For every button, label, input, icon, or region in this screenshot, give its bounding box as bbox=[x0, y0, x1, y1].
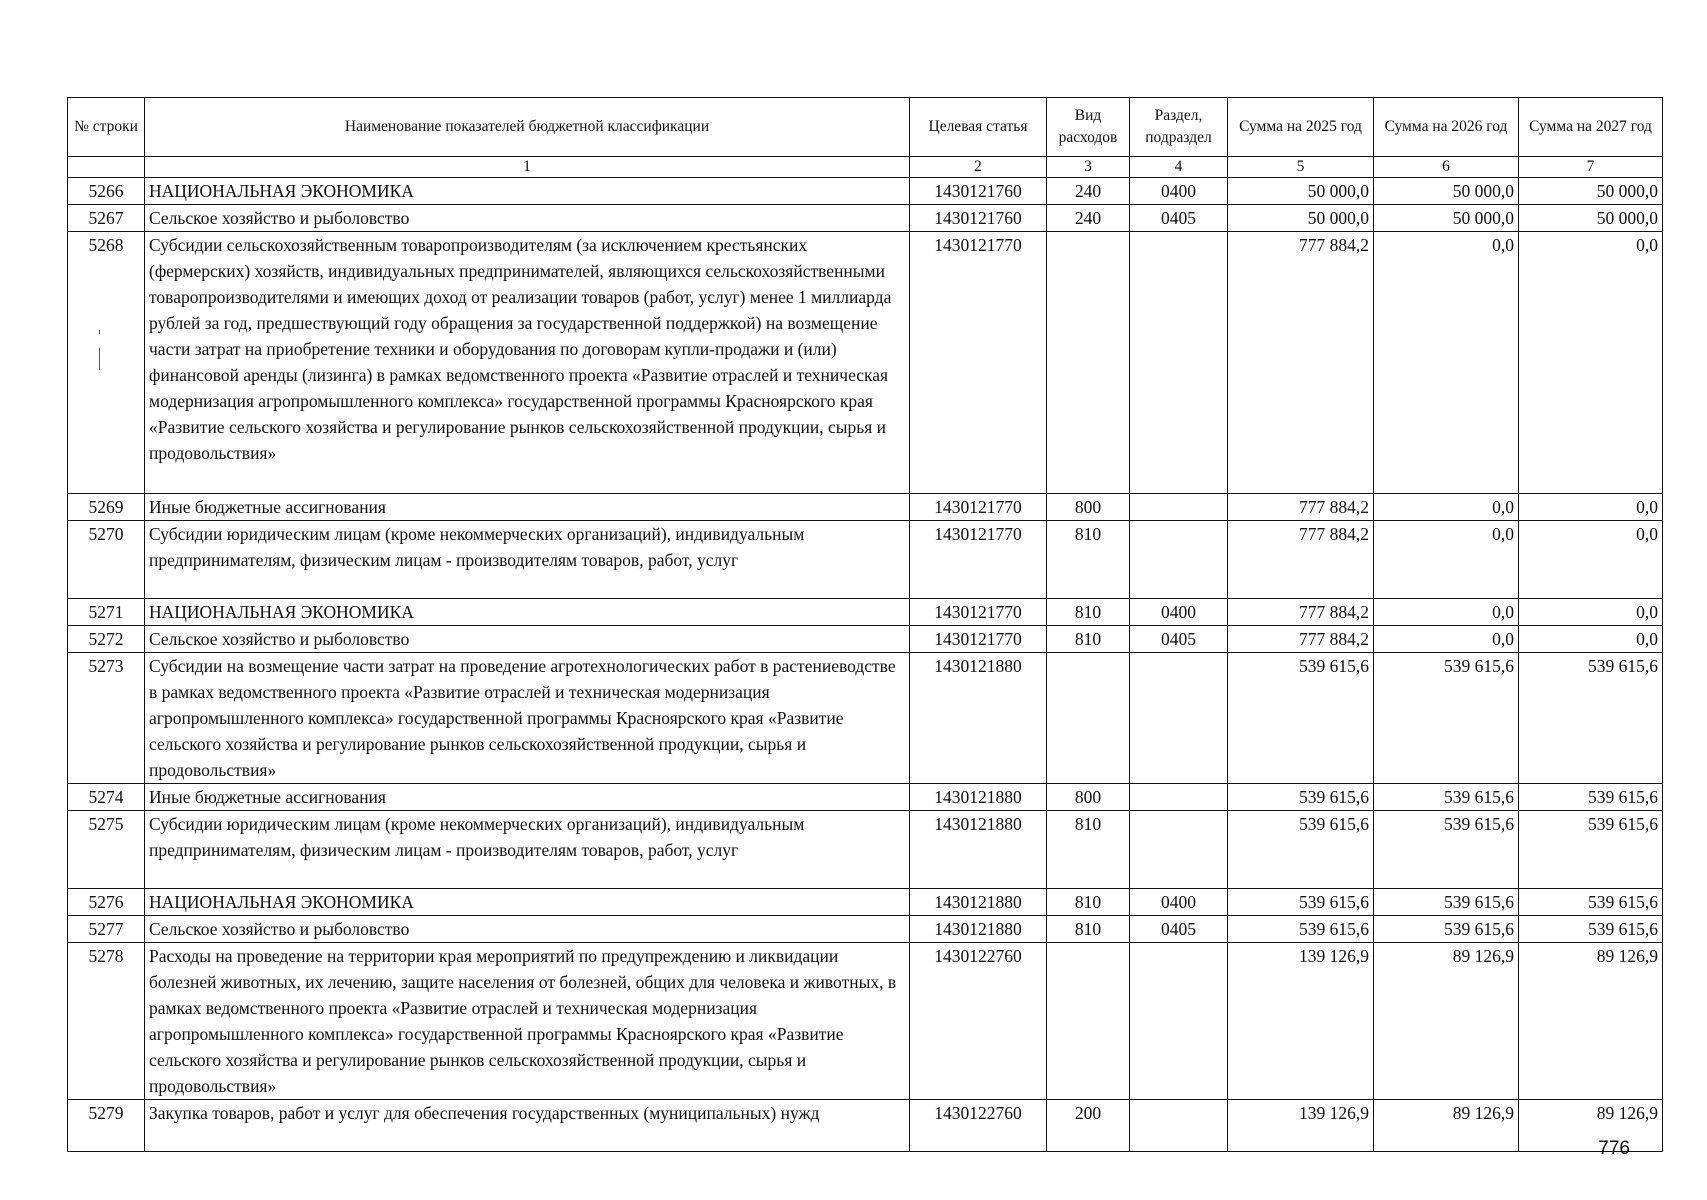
row-target-article: 1430121770 bbox=[910, 626, 1047, 653]
row-expense-type: 800 bbox=[1047, 494, 1130, 521]
row-expense-type: 810 bbox=[1047, 521, 1130, 599]
table-row bbox=[68, 599, 1663, 626]
row-section bbox=[1130, 494, 1228, 521]
row-number: 5276 bbox=[68, 889, 145, 916]
table-row bbox=[68, 178, 1663, 205]
row-sum-2026: 0,0 bbox=[1374, 232, 1519, 494]
table-row bbox=[68, 521, 1663, 599]
row-sum-2027: 0,0 bbox=[1519, 521, 1663, 599]
row-sum-2027: 0,0 bbox=[1519, 626, 1663, 653]
row-sum-2025: 777 884,2 bbox=[1228, 626, 1374, 653]
header-sum-2027: Сумма на 2027 год bbox=[1519, 98, 1663, 157]
row-sum-2027: 539 615,6 bbox=[1519, 653, 1663, 784]
row-section: 0405 bbox=[1130, 916, 1228, 943]
row-name: Субсидии сельскохозяйственным товаропроизводителям (за исключением крестьянских (фермерских) хозяйств, индивидуальных предпринимателей, являющихся сельскохозяйственными товаропроизводителями и имеющих доход от реализации товаров (работ, услуг) менее 1 миллиарда рублей за год, предшествующий году обращения за государственной поддержкой) на возмещение части затрат на приобретение техники и оборудования по договорам купли-продажи и (или) финансовой аренды (лизинга) в рамках ведомственного проекта «Развитие отраслей и техническая модернизация агропромышленного комплекса» государственной программы Красноярского края «Развитие сельского хозяйства и регулирование рынков сельскохозяйственной продукции, сырья и продовольствия» bbox=[145, 232, 910, 494]
table-row bbox=[68, 232, 1663, 494]
header-row-no: № строки bbox=[68, 98, 145, 157]
table-row bbox=[68, 889, 1663, 916]
row-name: Субсидии юридическим лицам (кроме некоммерческих организаций), индивидуальным предпринимателям, физическим лицам - производителям товаров, работ, услуг bbox=[145, 811, 910, 889]
scan-artifact bbox=[99, 330, 100, 334]
header-name: Наименование показателей бюджетной классификации bbox=[145, 98, 910, 157]
row-sum-2026: 89 126,9 bbox=[1374, 1100, 1519, 1152]
column-number: 1 bbox=[145, 157, 910, 178]
row-number: 5277 bbox=[68, 916, 145, 943]
row-number: 5270 bbox=[68, 521, 145, 599]
row-sum-2026: 539 615,6 bbox=[1374, 889, 1519, 916]
row-number: 5273 bbox=[68, 653, 145, 784]
column-number bbox=[68, 157, 145, 178]
table-row bbox=[68, 811, 1663, 889]
row-expense-type: 240 bbox=[1047, 178, 1130, 205]
page-number: 776 bbox=[1598, 1138, 1630, 1159]
column-number: 4 bbox=[1130, 157, 1228, 178]
row-name: Иные бюджетные ассигнования bbox=[145, 784, 910, 811]
column-number-row bbox=[68, 157, 1663, 178]
row-sum-2027: 50 000,0 bbox=[1519, 205, 1663, 232]
row-target-article: 1430121880 bbox=[910, 784, 1047, 811]
header-section: Раздел, подраздел bbox=[1130, 98, 1228, 157]
row-name: Сельское хозяйство и рыболовство bbox=[145, 916, 910, 943]
row-sum-2026: 0,0 bbox=[1374, 521, 1519, 599]
row-name: НАЦИОНАЛЬНАЯ ЭКОНОМИКА bbox=[145, 889, 910, 916]
row-sum-2027: 539 615,6 bbox=[1519, 889, 1663, 916]
row-sum-2025: 777 884,2 bbox=[1228, 494, 1374, 521]
row-name: Иные бюджетные ассигнования bbox=[145, 494, 910, 521]
row-sum-2027: 539 615,6 bbox=[1519, 916, 1663, 943]
row-number: 5275 bbox=[68, 811, 145, 889]
row-expense-type bbox=[1047, 653, 1130, 784]
row-sum-2026: 539 615,6 bbox=[1374, 916, 1519, 943]
row-sum-2026: 89 126,9 bbox=[1374, 943, 1519, 1100]
table-row bbox=[68, 494, 1663, 521]
column-number: 2 bbox=[910, 157, 1047, 178]
table-row bbox=[68, 626, 1663, 653]
table-row bbox=[68, 653, 1663, 784]
row-sum-2025: 777 884,2 bbox=[1228, 599, 1374, 626]
table-row bbox=[68, 943, 1663, 1100]
row-name: НАЦИОНАЛЬНАЯ ЭКОНОМИКА bbox=[145, 178, 910, 205]
column-number: 6 bbox=[1374, 157, 1519, 178]
row-target-article: 1430121880 bbox=[910, 916, 1047, 943]
row-number: 5266 bbox=[68, 178, 145, 205]
row-sum-2025: 50 000,0 bbox=[1228, 205, 1374, 232]
row-name: Субсидии на возмещение части затрат на проведение агротехнологических работ в растениеводстве в рамках ведомственного проекта «Развитие отраслей и техническая модернизация агропромышленного комплекса» государственной программы Красноярского края «Развитие сельского хозяйства и регулирование рынков сельскохозяйственной продукции, сырья и продовольствия» bbox=[145, 653, 910, 784]
row-sum-2027: 89 126,9 bbox=[1519, 1100, 1663, 1152]
row-target-article: 1430122760 bbox=[910, 943, 1047, 1100]
row-sum-2026: 0,0 bbox=[1374, 626, 1519, 653]
row-target-article: 1430121770 bbox=[910, 232, 1047, 494]
row-section: 0400 bbox=[1130, 178, 1228, 205]
row-sum-2025: 539 615,6 bbox=[1228, 916, 1374, 943]
row-name: НАЦИОНАЛЬНАЯ ЭКОНОМИКА bbox=[145, 599, 910, 626]
header-sum-2025: Сумма на 2025 год bbox=[1228, 98, 1374, 157]
row-target-article: 1430122760 bbox=[910, 1100, 1047, 1152]
row-target-article: 1430121880 bbox=[910, 653, 1047, 784]
column-number: 7 bbox=[1519, 157, 1663, 178]
row-target-article: 1430121760 bbox=[910, 178, 1047, 205]
row-number: 5278 bbox=[68, 943, 145, 1100]
row-sum-2025: 777 884,2 bbox=[1228, 232, 1374, 494]
row-expense-type: 810 bbox=[1047, 889, 1130, 916]
row-expense-type: 810 bbox=[1047, 599, 1130, 626]
row-name: Расходы на проведение на территории края мероприятий по предупреждению и ликвидации болезней животных, их лечению, защите населения от болезней, общих для человека и животных, в рамках ведомственного проекта «Развитие отраслей и техническая модернизация агропромышленного комплекса» государственной программы Красноярского края «Развитие сельского хозяйства и регулирование рынков сельскохозяйственной продукции, сырья и продовольствия» bbox=[145, 943, 910, 1100]
row-sum-2027: 0,0 bbox=[1519, 232, 1663, 494]
table-row bbox=[68, 205, 1663, 232]
row-sum-2025: 139 126,9 bbox=[1228, 943, 1374, 1100]
row-number: 5269 bbox=[68, 494, 145, 521]
row-expense-type: 810 bbox=[1047, 626, 1130, 653]
row-sum-2027: 0,0 bbox=[1519, 599, 1663, 626]
row-sum-2026: 0,0 bbox=[1374, 494, 1519, 521]
row-section bbox=[1130, 784, 1228, 811]
row-number: 5274 bbox=[68, 784, 145, 811]
row-number: 5279 bbox=[68, 1100, 145, 1152]
row-expense-type: 800 bbox=[1047, 784, 1130, 811]
row-name: Сельское хозяйство и рыболовство bbox=[145, 205, 910, 232]
header-sum-2026: Сумма на 2026 год bbox=[1374, 98, 1519, 157]
header-row bbox=[68, 98, 1663, 157]
row-section bbox=[1130, 521, 1228, 599]
row-number: 5272 bbox=[68, 626, 145, 653]
row-sum-2026: 539 615,6 bbox=[1374, 653, 1519, 784]
row-target-article: 1430121760 bbox=[910, 205, 1047, 232]
row-sum-2027: 50 000,0 bbox=[1519, 178, 1663, 205]
row-section bbox=[1130, 653, 1228, 784]
row-target-article: 1430121880 bbox=[910, 889, 1047, 916]
column-number: 5 bbox=[1228, 157, 1374, 178]
row-sum-2027: 0,0 bbox=[1519, 494, 1663, 521]
row-number: 5271 bbox=[68, 599, 145, 626]
row-section: 0405 bbox=[1130, 205, 1228, 232]
row-name: Сельское хозяйство и рыболовство bbox=[145, 626, 910, 653]
row-sum-2025: 539 615,6 bbox=[1228, 811, 1374, 889]
table-row bbox=[68, 1100, 1663, 1152]
row-expense-type bbox=[1047, 232, 1130, 494]
row-expense-type: 240 bbox=[1047, 205, 1130, 232]
row-expense-type: 810 bbox=[1047, 811, 1130, 889]
row-number: 5267 bbox=[68, 205, 145, 232]
row-expense-type: 200 bbox=[1047, 1100, 1130, 1152]
row-sum-2026: 50 000,0 bbox=[1374, 205, 1519, 232]
row-expense-type: 810 bbox=[1047, 916, 1130, 943]
row-section: 0405 bbox=[1130, 626, 1228, 653]
row-target-article: 1430121880 bbox=[910, 811, 1047, 889]
row-sum-2026: 539 615,6 bbox=[1374, 811, 1519, 889]
row-section: 0400 bbox=[1130, 599, 1228, 626]
row-target-article: 1430121770 bbox=[910, 494, 1047, 521]
column-number: 3 bbox=[1047, 157, 1130, 178]
row-name: Закупка товаров, работ и услуг для обеспечения государственных (муниципальных) нужд bbox=[145, 1100, 910, 1152]
row-sum-2025: 139 126,9 bbox=[1228, 1100, 1374, 1152]
row-sum-2025: 539 615,6 bbox=[1228, 653, 1374, 784]
row-sum-2027: 539 615,6 bbox=[1519, 811, 1663, 889]
header-expense-type: Вид расходов bbox=[1047, 98, 1130, 157]
row-target-article: 1430121770 bbox=[910, 599, 1047, 626]
row-sum-2025: 539 615,6 bbox=[1228, 784, 1374, 811]
header-target-article: Целевая статья bbox=[910, 98, 1047, 157]
row-section: 0400 bbox=[1130, 889, 1228, 916]
row-sum-2025: 50 000,0 bbox=[1228, 178, 1374, 205]
budget-table bbox=[67, 97, 1663, 1152]
table-row bbox=[68, 916, 1663, 943]
row-sum-2027: 89 126,9 bbox=[1519, 943, 1663, 1100]
row-section bbox=[1130, 232, 1228, 494]
row-name: Субсидии юридическим лицам (кроме некоммерческих организаций), индивидуальным предпринимателям, физическим лицам - производителям товаров, работ, услуг bbox=[145, 521, 910, 599]
row-expense-type bbox=[1047, 943, 1130, 1100]
scan-artifact bbox=[99, 348, 100, 370]
row-sum-2025: 539 615,6 bbox=[1228, 889, 1374, 916]
row-number: 5268 bbox=[68, 232, 145, 494]
row-sum-2027: 539 615,6 bbox=[1519, 784, 1663, 811]
row-section bbox=[1130, 811, 1228, 889]
row-target-article: 1430121770 bbox=[910, 521, 1047, 599]
row-sum-2026: 0,0 bbox=[1374, 599, 1519, 626]
row-sum-2026: 50 000,0 bbox=[1374, 178, 1519, 205]
row-section bbox=[1130, 1100, 1228, 1152]
row-section bbox=[1130, 943, 1228, 1100]
row-sum-2025: 777 884,2 bbox=[1228, 521, 1374, 599]
row-sum-2026: 539 615,6 bbox=[1374, 784, 1519, 811]
table-row bbox=[68, 784, 1663, 811]
